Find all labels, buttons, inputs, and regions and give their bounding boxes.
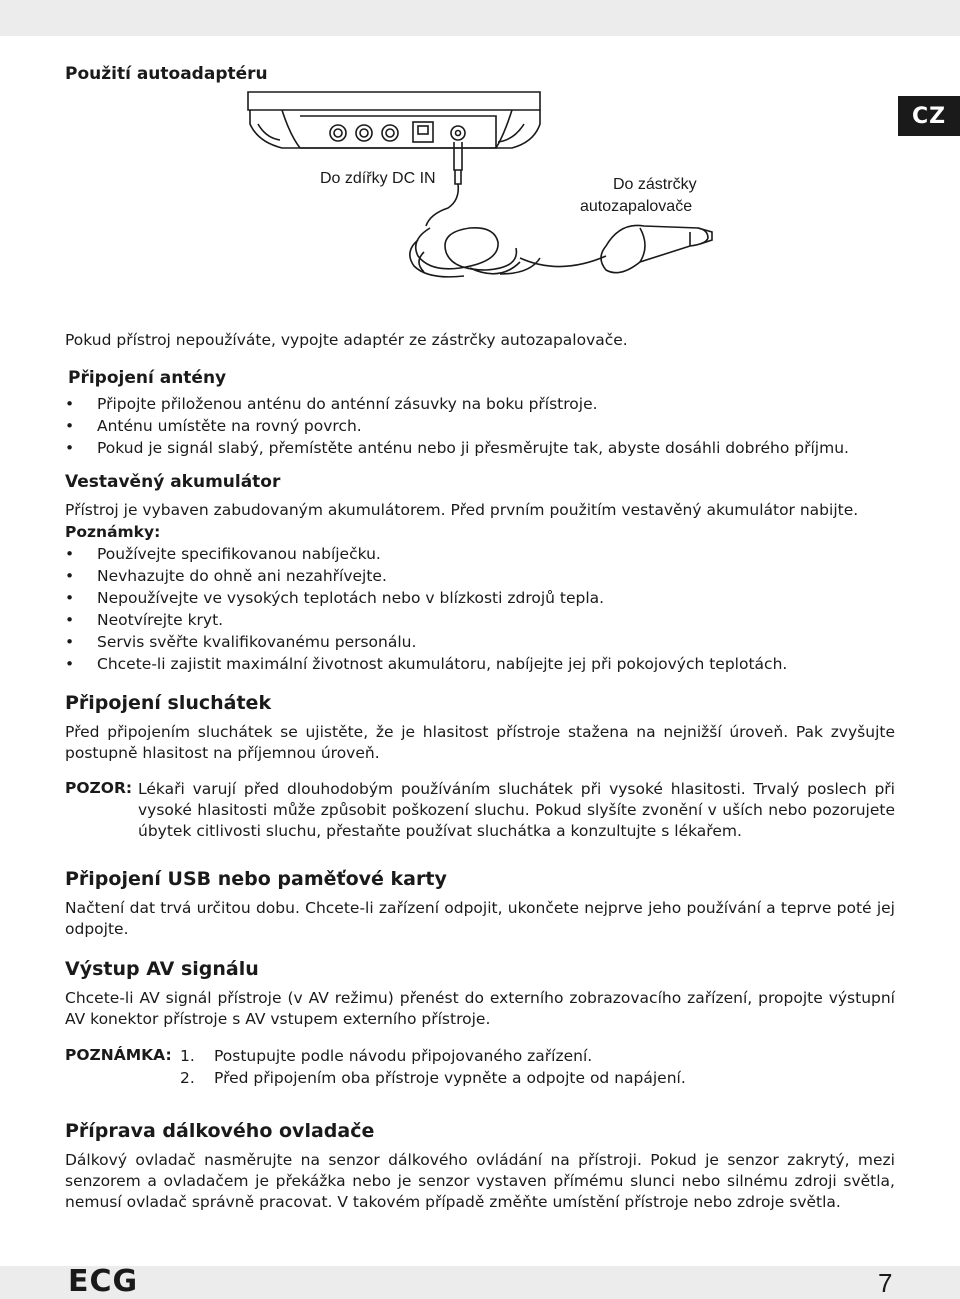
label-car-socket-line1: Do zástrčky	[613, 176, 697, 193]
note-label: POZNÁMKA:	[65, 1046, 172, 1064]
battery-text: Přístroj je vybaven zabudovaným akumulátorem. Před prvním použitím vestavěný akumulátor nabijte.	[65, 501, 859, 519]
section-title-remote: Příprava dálkového ovladače	[65, 1120, 375, 1142]
battery-notes-title: Poznámky:	[65, 523, 161, 541]
top-bar	[0, 0, 960, 36]
language-tab: CZ	[898, 96, 960, 136]
page-number: 7	[878, 1268, 893, 1298]
warning-text: Lékaři varují před dlouhodobým používáním sluchátek při vysoké hlasitosti. Trvalý poslech při vysoké hlasitosti může způsobit poškození sluchu. Pokud slyšíte zvonění v uších nebo pozorujete úbytek citlivosti sluchu, přestaňte používat sluchátka a konzultujte s lékařem.	[138, 780, 895, 840]
label-dc-in: Do zdířky DC IN	[320, 170, 436, 187]
headphones-text: Před připojením sluchátek se ujistěte, že je hlasitost přístroje stažena na nejnižší úroveň. Pak zvyšujte postupně hlasitost na příjemnou úroveň.	[65, 723, 895, 762]
section-title-battery: Vestavěný akumulátor	[65, 472, 281, 492]
note-step: 1. Postupujte podle návodu připojovaného zařízení.	[180, 1047, 593, 1065]
section-title-usb: Připojení USB nebo paměťové karty	[65, 868, 447, 890]
car-adapter-note: Pokud přístroj nepoužíváte, vypojte adaptér ze zástrčky autozapalovače.	[65, 331, 628, 349]
section-title-av-out: Výstup AV signálu	[65, 958, 259, 980]
label-car-socket-line2: autozapalovače	[580, 198, 693, 215]
section-title-car-adapter: Použití autoadaptéru	[65, 64, 268, 84]
usb-text: Načtení dat trvá určitou dobu. Chcete-li zařízení odpojit, ukončete nejprve jeho používání a teprve poté jej odpojte.	[65, 899, 895, 938]
note-step: 2. Před připojením oba přístroje vypněte a odpojte od napájení.	[180, 1069, 686, 1087]
av-out-text: Chcete-li AV signál přístroje (v AV režimu) přenést do externího zobrazovacího zařízení, propojte výstupní AV konektor přístroje s AV vstupem externího přístroje.	[65, 989, 895, 1028]
section-title-antenna: Připojení antény	[68, 368, 227, 388]
warning-label: POZOR:	[65, 779, 133, 797]
ecg-logo: ECG	[68, 1264, 139, 1299]
section-title-headphones: Připojení sluchátek	[65, 692, 272, 714]
footer-bar	[0, 1266, 960, 1299]
remote-text: Dálkový ovladač nasměrujte na senzor dálkového ovládání na přístroji. Pokud je senzor zakrytý, mezi senzorem a ovladačem je překážka nebo je senzor vystaven přímému slunci nebo silnému zdroji světla, nemusí ovladač správně pracovat. V takovém případě změňte umístění přístroje nebo zdroje světla.	[65, 1151, 895, 1211]
